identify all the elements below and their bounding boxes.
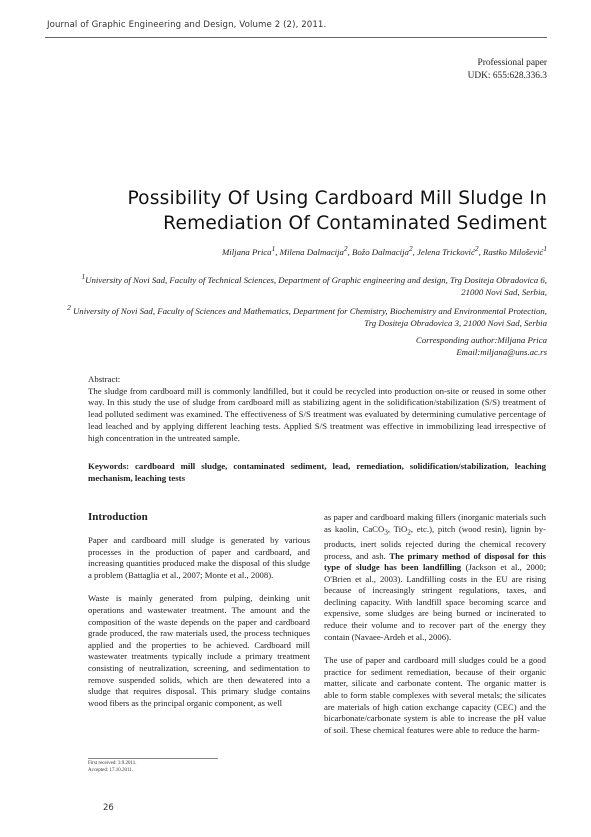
affiliation-1 [67,271,547,299]
text-run: as paper and cardboard making fillers (inorganic materials such as kaolin, CaCO [324,512,546,534]
correspondence [416,334,547,359]
author-affil-mark: 1 [271,244,276,253]
author-affil-mark: 1 [543,244,547,253]
author-name: Miljana Prica [221,246,272,257]
affiliation-text: University of Novi Sad, Faculty of Technical Sciences, Department of Graphic engineering and design, Trg Dositeja Obradovica 6, 21000 Novi Sad, Serbia, [85,274,547,298]
author-affil-mark: 2 [408,244,413,253]
page-number: 26 [103,803,114,813]
affil-number: 2 [67,303,71,313]
highlighted-text: The primary method of disposal for this type of sludge has been landfilling [324,550,546,573]
title-line-2: Remediation Of Contaminated Sediment [163,213,547,234]
author-name: Jelena Tricković [417,246,475,257]
paper-title [67,186,547,236]
subscript: 3 [384,528,388,537]
affiliations [67,271,547,333]
title-line-1: Possibility Of Using Cardboard Mill Sludge In [127,188,547,209]
abstract [88,374,546,444]
abstract-label: Abstract: [88,374,121,384]
udk-code: UDK: 655:628.336.3 [467,70,547,81]
corresponding-author: Corresponding author:Miljana Prica [415,335,547,345]
body-paragraph [324,512,546,643]
footnotes [88,761,137,775]
body-paragraph: Waste is mainly generated from pulping, deinking unit operations and wastewater treatment. The amount and the composition of the waste depends on the paper and cardboard grade produced, the raw materials used, the process techniques applied and the properties to be achieved. Cardboard mill wastewater treatments typically include a primary treatment consisting of neutralization, screening, and sedimentation to remove suspended solids, which are then dewatered into a sludge that requires disposal. This primary sludge contains wood fibers as the principal organic component, as well [88,593,310,708]
received-date: First received: 3.9.2011. [88,761,137,766]
body-paragraph: The use of paper and cardboard mill sludges could be a good practice for sediment remediation, because of their organic matter, silicate and carbonate content. The organic matter is able to form stable complexes with several metals; the silicates are materials of high cation exchange capacity (CEC) and the bicarbonate/carbonate system is able to increase the pH value of soil. These chemical features were able to reduce the harm- [324,655,546,735]
abstract-text: The sludge from cardboard mill is commonly landfilled, but it could be recycled into production on-site or reused in some other way. In this study the use of sludge from cardboard mill as stabilizing agent in the solidification/stabilization (S/S) treatment of lead polluted sediment was examined. The effectiveness of S/S treatment was evaluated by determining cumulative percentage of lead leached and by applying different leaching tests. Applied S/S treatment was effective in immobilizing lead irrespective of high concentration in the untreated sample. [88,385,546,443]
body-paragraph: Paper and cardboard mill sludge is generated by various processes in the production of paper and cardboard, and increasing quantities produced make the disposal of this sludge a problem (Battaglia et al., 2007; Monte et al., 2008). [88,535,310,580]
journal-header: Journal of Graphic Engineering and Design, Volume 2 (2), 2011. [47,20,327,30]
author-name: Milena Dalmacija [279,246,344,257]
corresponding-email: Email:miljana@uns.ac.rs [456,347,547,358]
body-column-right [324,512,546,748]
paper-type: Professional paper [477,58,547,68]
author-name: Božo Dalmacija [352,246,409,257]
paper-type-block [468,57,547,82]
footnote-rule [88,758,218,759]
affiliation-text: University of Novi Sad, Faculty of Sciences and Mathematics, Department for Chemistry, Biochemistry and Environmental Protection, Trg Dositeja Obradovica 3, 21000 Novi Sad, Serbia [72,305,547,329]
keywords: Keywords: cardboard mill sludge, contaminated sediment, lead, remediation, solidification/stabilization, leaching mechanism, leaching tests [88,461,546,483]
body-column-left [88,510,310,721]
header-rule [45,37,547,38]
accepted-date: Accepted: 17.10.2011. [88,767,134,773]
text-run: , etc.), pitch (wood resin), lignin by-products, inert solids rejected during the chemical recovery process, and ash. [324,523,547,561]
author-affil-mark: 2 [343,244,348,253]
author-list: Miljana Prica$^1$, Milena Dalmacija$^2$, Božo Dalmacija$^2$, Jelena Tricković$^2$, Rastko Milošević$^1$ [221,244,547,257]
author-name: Rastko Milošević [482,246,544,257]
affiliation-2 [67,302,547,330]
text-run: , TiO [387,523,408,534]
section-heading-introduction: Introduction [88,511,148,523]
author-affil-mark: 2 [474,244,479,253]
affil-number: 1 [81,272,86,281]
subscript: 2 [407,528,411,537]
text-run: (Jackson et al., 2000; O'Brien et al., 2003). Landfilling costs in the EU are rising because of increasingly stringent regulations, taxes, and declining capacity. With landfill space becoming scarce and expensive, some sludges are being burned or incinerated to reduce their volume and to recover part of the energy they contain (Navaee-Ardeh et al., 2006). [324,562,546,642]
